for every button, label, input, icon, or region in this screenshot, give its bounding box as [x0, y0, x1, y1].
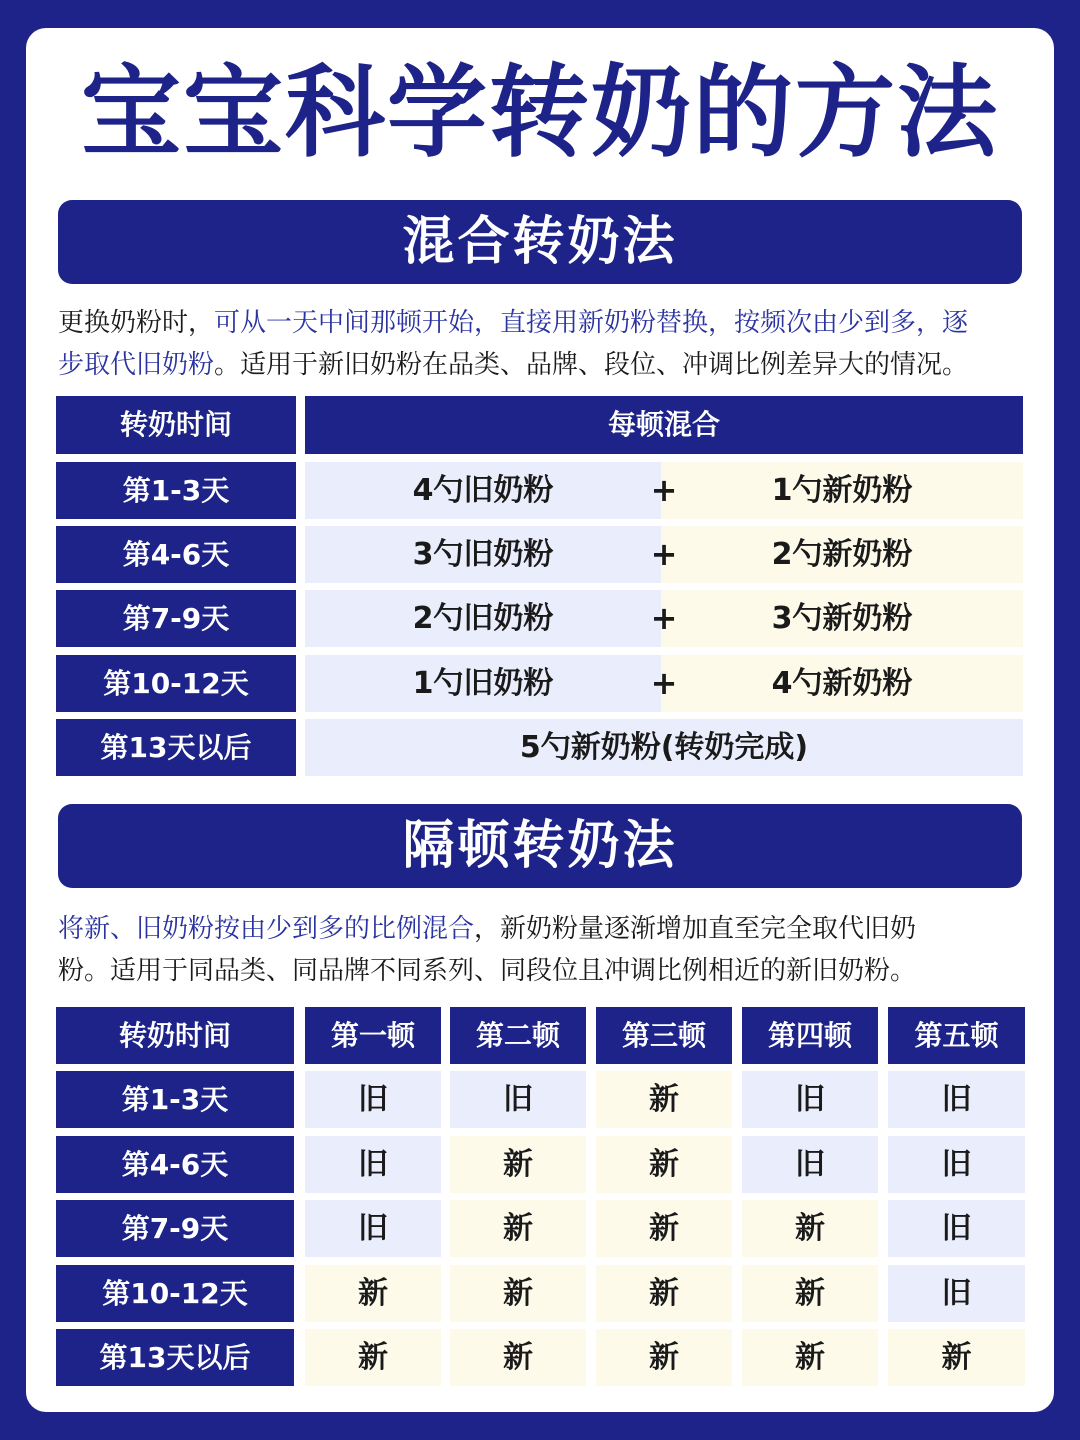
meal-cell: 旧	[888, 1071, 1025, 1128]
meal-cell: 新	[888, 1329, 1025, 1386]
table-header-meal-5: 第五顿	[888, 1007, 1025, 1064]
meal-cell: 新	[596, 1200, 732, 1257]
section-heading-alternate: 隔顿转奶法	[58, 804, 1022, 888]
meal-cell: 旧	[888, 1265, 1025, 1322]
section-description-alternate	[58, 908, 1026, 992]
meal-cell: 新	[596, 1329, 732, 1386]
meal-cell: 旧	[450, 1071, 586, 1128]
meal-cell: 新	[596, 1136, 732, 1193]
desc-text: 。适用于新旧奶粉在品类、品牌、段位、冲调比例差异大的情况。	[214, 350, 969, 380]
row-time-label: 第1-3天	[56, 1071, 294, 1128]
row-time-label: 第1-3天	[56, 462, 296, 519]
row-time-label: 第4-6天	[56, 1136, 294, 1193]
new-powder-cell: 4勺新奶粉	[661, 655, 1023, 712]
meal-cell: 旧	[742, 1136, 878, 1193]
table-header-meal-1: 第一顿	[305, 1007, 441, 1064]
old-powder-cell: 1勺旧奶粉	[305, 655, 661, 712]
meal-cell: 新	[450, 1136, 586, 1193]
meal-cell: 旧	[305, 1136, 441, 1193]
section-heading-mixed: 混合转奶法	[58, 200, 1022, 284]
table-header-time: 转奶时间	[56, 1007, 294, 1064]
meal-cell: 新	[305, 1329, 441, 1386]
row-time-label: 第4-6天	[56, 526, 296, 583]
plus-sign: +	[650, 471, 678, 509]
row-time-label: 第7-9天	[56, 590, 296, 647]
meal-cell: 旧	[888, 1200, 1025, 1257]
old-powder-cell: 4勺旧奶粉	[305, 462, 661, 519]
meal-cell: 旧	[888, 1136, 1025, 1193]
row-time-label: 第10-12天	[56, 1265, 294, 1322]
meal-cell: 新	[450, 1329, 586, 1386]
row-time-label: 第10-12天	[56, 655, 296, 712]
new-powder-cell: 1勺新奶粉	[661, 462, 1023, 519]
meal-cell: 新	[742, 1200, 878, 1257]
meal-cell: 新	[596, 1071, 732, 1128]
final-powder-cell: 5勺新奶粉(转奶完成)	[305, 719, 1023, 776]
meal-cell: 新	[742, 1329, 878, 1386]
meal-cell: 新	[305, 1265, 441, 1322]
table-header-meal-3: 第三顿	[596, 1007, 732, 1064]
plus-sign: +	[650, 535, 678, 573]
desc-highlight: 将新、旧奶粉按由少到多的比例混合	[58, 914, 475, 944]
row-time-label: 第13天以后	[56, 1329, 294, 1386]
row-time-label: 第13天以后	[56, 719, 296, 776]
meal-cell: 旧	[742, 1071, 878, 1128]
old-powder-cell: 2勺旧奶粉	[305, 590, 661, 647]
table-header-mix: 每顿混合	[305, 396, 1023, 454]
plus-sign: +	[650, 599, 678, 637]
plus-sign: +	[650, 664, 678, 702]
meal-cell: 新	[742, 1265, 878, 1322]
desc-highlight: 步取代旧奶粉	[58, 350, 215, 380]
desc-text: 更换奶粉时，	[58, 308, 215, 338]
meal-cell: 新	[450, 1265, 586, 1322]
meal-cell: 新	[450, 1200, 586, 1257]
meal-cell: 旧	[305, 1200, 441, 1257]
old-powder-cell: 3勺旧奶粉	[305, 526, 661, 583]
section-description-mixed	[58, 302, 1026, 386]
table-header-meal-4: 第四顿	[742, 1007, 878, 1064]
table-header-time: 转奶时间	[56, 396, 296, 454]
new-powder-cell: 3勺新奶粉	[661, 590, 1023, 647]
desc-highlight: 可从一天中间那顿开始，直接用新奶粉替换，按频次由少到多，逐	[214, 308, 969, 338]
meal-cell: 旧	[305, 1071, 441, 1128]
desc-text: ，新奶粉量逐渐增加直至完全取代旧奶	[474, 914, 917, 944]
desc-text: 粉。适用于同品类、同品牌不同系列、同段位且冲调比例相近的新旧奶粉。	[58, 956, 917, 986]
row-time-label: 第7-9天	[56, 1200, 294, 1257]
page-title: 宝宝科学转奶的方法	[81, 54, 999, 171]
meal-cell: 新	[596, 1265, 732, 1322]
table-header-meal-2: 第二顿	[450, 1007, 586, 1064]
new-powder-cell: 2勺新奶粉	[661, 526, 1023, 583]
